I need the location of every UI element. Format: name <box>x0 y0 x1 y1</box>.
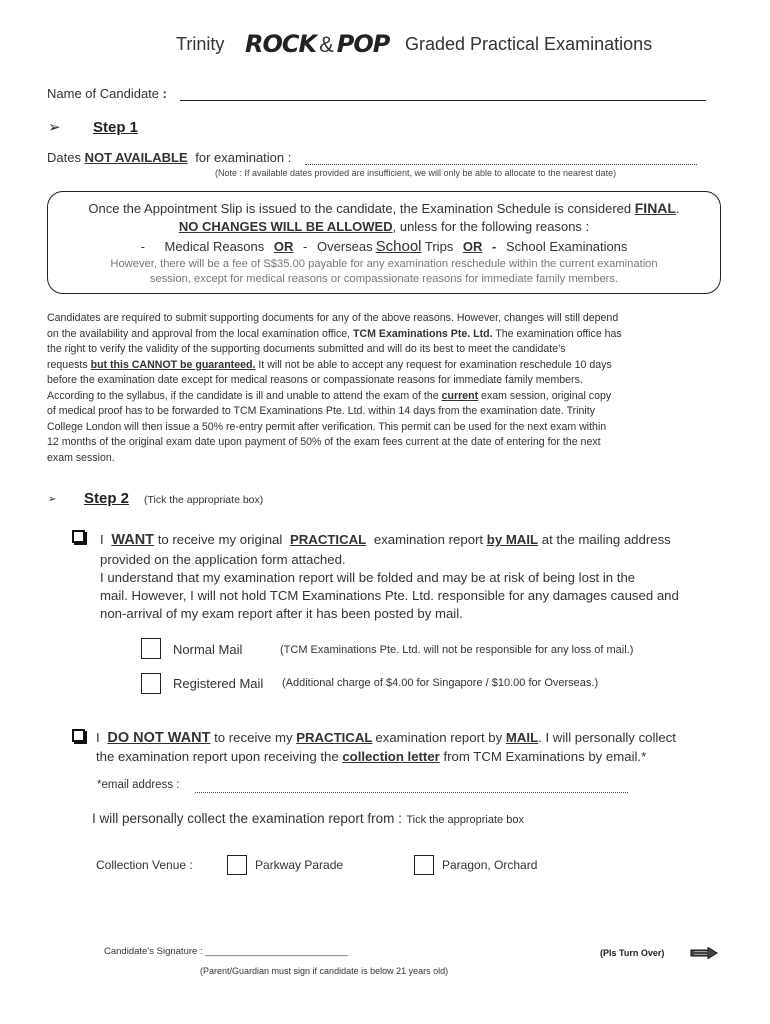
step2-bullet: ➢ <box>48 494 57 505</box>
want-option-line-1 <box>100 532 671 548</box>
policy-text: It will not be able to accept any request for examination reschedule 10 days <box>258 358 612 371</box>
candidate-name-field[interactable] <box>180 99 706 101</box>
reason-school-exams: School Examinations <box>506 239 628 254</box>
page-header <box>0 30 770 64</box>
collection-letter-emph: collection letter <box>342 749 440 764</box>
logo-rock: ROCK <box>245 30 317 58</box>
notice-line-2 <box>47 219 721 234</box>
policy-line <box>47 358 727 374</box>
arrow-right-icon <box>690 947 718 959</box>
rock-and-pop-logo <box>245 30 389 60</box>
policy-line: of medical proof has to be forwarded to TCM Examinations Pte. Ltd. within 14 days from the examination date. Trinity <box>47 405 596 417</box>
not-available-emph: NOT AVAILABLE <box>84 150 188 165</box>
dont-want-line-1 <box>96 730 676 746</box>
policy-line <box>47 327 727 343</box>
dates-not-available-row <box>47 150 291 165</box>
reason-or-2: OR <box>462 239 483 254</box>
want-text: examination report <box>373 532 484 547</box>
by-mail-emph: by MAIL <box>486 532 539 547</box>
reason-dash-1: - <box>140 239 145 254</box>
policy-line: exam session. <box>47 451 115 464</box>
policy-line: the right to verify the validity of the supporting documents submitted and will do its best to meet the candidate’s <box>47 343 566 355</box>
dont-want-text: from TCM Examinations by email.* <box>443 749 647 764</box>
want-option-line-2: provided on the application form attached. <box>100 552 346 567</box>
parkway-parade-label: Parkway Parade <box>255 858 344 872</box>
want-text: at the mailing address <box>541 532 671 547</box>
want-emph: WANT <box>111 532 155 548</box>
want-text: to receive my original <box>157 532 283 547</box>
practical-emph: PRACTICAL <box>289 532 367 547</box>
dont-want-text: the examination report upon receiving the <box>96 749 339 764</box>
page-title: Graded Practical Examinations <box>405 34 653 54</box>
step1-heading: Step 1 <box>93 119 139 136</box>
policy-line: before the examination date except for medical reasons or compassionate reasons for immediate family members. <box>47 374 583 386</box>
dont-want-i: I <box>96 730 100 745</box>
dont-want-line-2 <box>96 749 646 764</box>
collection-venue-label: Collection Venue : <box>96 858 193 872</box>
step2-heading: Step 2 <box>84 490 130 507</box>
policy-text: exam session, original copy <box>481 389 612 402</box>
policy-paragraph <box>47 311 727 466</box>
policy-line: Candidates are required to submit supporting documents for any of the above reasons. However, changes will still depend <box>47 312 619 324</box>
dont-want-text: examination report by <box>375 730 503 745</box>
notice-final-text: Once the Appointment Slip is issued to the candidate, the Examination Schedule is considered <box>88 201 632 216</box>
candidate-name-label: Name of Candidate <box>47 86 160 101</box>
logo-pop: POP <box>336 30 390 58</box>
paragon-orchard-label: Paragon, Orchard <box>442 858 538 872</box>
reason-dash-3: - <box>492 239 497 254</box>
step1-bullet: ➢ <box>48 118 61 136</box>
guardian-note: (Parent/Guardian must sign if candidate is below 21 years old) <box>200 966 449 976</box>
signature-row <box>104 946 348 957</box>
reason-dash-2: - <box>303 239 308 254</box>
registered-mail-checkbox[interactable] <box>141 673 161 694</box>
signature-line[interactable]: ___________________________ <box>205 946 348 957</box>
cannot-guarantee-emph: but this CANNOT be guaranteed. <box>90 358 256 371</box>
want-option-line-5: non-arrival of my exam report after it has been posted by mail. <box>100 606 463 621</box>
dates-field[interactable] <box>305 163 697 165</box>
reason-trips: Trips <box>424 239 454 254</box>
candidate-name-colon: : <box>162 86 167 101</box>
mail-emph: MAIL <box>505 730 539 745</box>
want-option-line-4: mail. However, I will not hold TCM Examinations Pte. Ltd. responsible for any damages caused and <box>100 588 679 603</box>
registered-mail-label: Registered Mail <box>173 676 264 691</box>
policy-text: The examination office has <box>495 327 622 340</box>
reason-overseas: Overseas <box>316 239 373 254</box>
email-label: *email address : <box>97 779 180 791</box>
dont-want-option-checkbox[interactable] <box>72 729 85 742</box>
current-emph: current <box>441 389 479 402</box>
policy-line: College London will then issue a 50% re-entry permit after verification. This permit can be used for the next exam within <box>47 420 607 433</box>
dates-post: for examination : <box>195 150 292 165</box>
normal-mail-note: (TCM Examinations Pte. Ltd. will not be responsible for any loss of mail.) <box>280 644 634 656</box>
fee-line-1: However, there will be a fee of S$35.00 payable for any examination reschedule within the current examination <box>110 258 658 270</box>
do-not-want-emph: DO NOT WANT <box>107 730 211 746</box>
turn-over-label: (Pls Turn Over) <box>600 948 665 958</box>
no-changes-emph: NO CHANGES WILL BE ALLOWED <box>178 219 393 234</box>
want-option-line-3: I understand that my examination report will be folded and may be at risk of being lost in the <box>100 570 636 585</box>
collect-from-row <box>92 810 524 828</box>
step2-hint: (Tick the appropriate box) <box>144 494 264 506</box>
notice-period: . <box>675 201 680 216</box>
signature-label: Candidate’s Signature : <box>104 946 203 957</box>
trinity-label: Trinity <box>176 34 225 54</box>
want-i: I <box>100 532 104 547</box>
practical-emph: PRACTICAL <box>296 730 373 745</box>
policy-text: on the availability and approval from the local examination office, <box>47 327 351 340</box>
fee-line-2: session, except for medical reasons or compassionate reasons for immediate family members. <box>149 273 619 285</box>
reason-or-1: OR <box>273 239 294 254</box>
tcm-bold: TCM Examinations Pte. Ltd. <box>353 327 493 340</box>
collect-from-text: I will personally collect the examination report from : <box>92 811 402 826</box>
candidate-name-row <box>47 86 167 101</box>
logo-amp: & <box>319 32 334 57</box>
dont-want-text: to receive my <box>214 730 293 745</box>
final-emph: FINAL <box>634 200 676 216</box>
unless-text: , unless for the following reasons : <box>392 219 590 234</box>
policy-text: According to the syllabus, if the candidate is ill and unable to attend the exam of the <box>47 389 439 402</box>
collect-from-hint: Tick the appropriate box <box>406 814 524 826</box>
registered-mail-note: (Additional charge of $4.00 for Singapore / $10.00 for Overseas.) <box>282 677 599 689</box>
parkway-parade-checkbox[interactable] <box>227 855 247 875</box>
policy-line <box>47 389 727 405</box>
dates-note: (Note : If available dates provided are insufficient, we will only be able to allocate to the nearest date) <box>215 168 617 178</box>
reason-school-emph: School <box>375 238 422 255</box>
policy-text: requests <box>47 358 88 371</box>
dont-want-text: . I will personally collect <box>538 730 676 745</box>
notice-line-1 <box>47 200 721 216</box>
dates-pre: Dates <box>47 150 81 165</box>
normal-mail-label: Normal Mail <box>173 642 243 657</box>
reason-medical: Medical Reasons <box>164 239 265 254</box>
policy-line: 12 months of the original exam date upon payment of 50% of the exam fees current at the date of entering for the next <box>47 436 601 448</box>
normal-mail-checkbox[interactable] <box>141 638 161 659</box>
want-option-checkbox[interactable] <box>72 530 85 543</box>
email-field[interactable] <box>195 791 628 793</box>
notice-reasons <box>47 238 721 255</box>
paragon-orchard-checkbox[interactable] <box>414 855 434 875</box>
